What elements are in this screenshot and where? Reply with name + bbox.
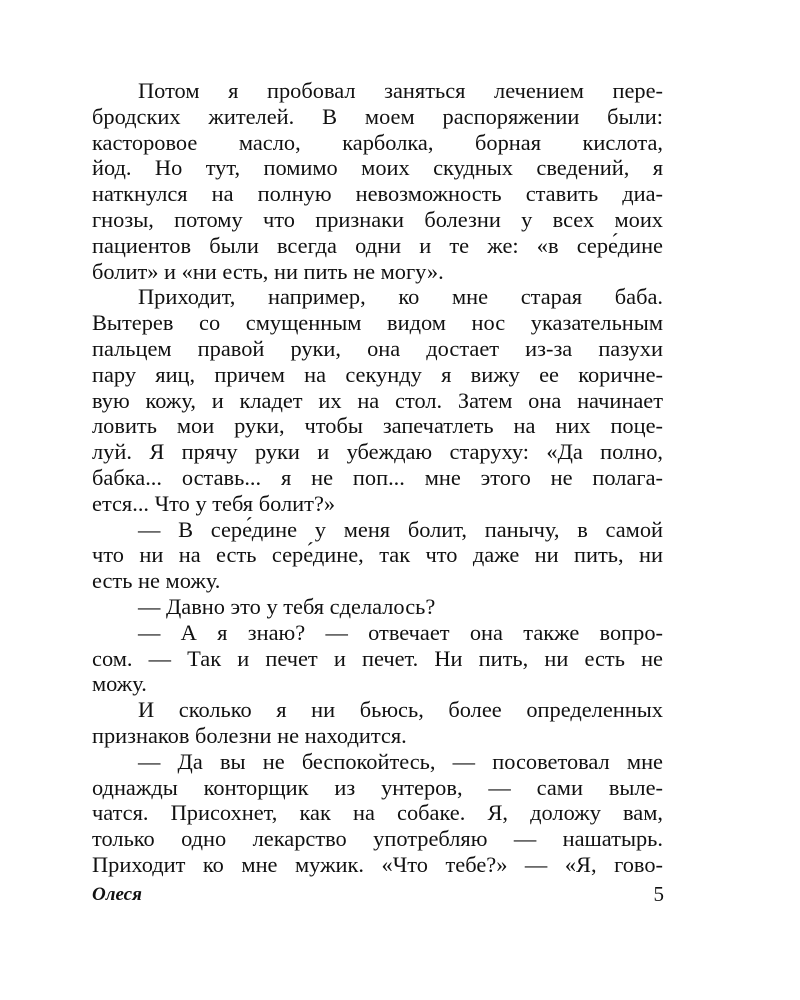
page-number: 5	[653, 882, 664, 906]
text-line: вую кожу, и кладет их на стол. Затем она начинает	[92, 387, 663, 413]
text-line: ловить мои руки, чтобы запечатлеть на них поце-	[92, 413, 663, 439]
text-line: пальцем правой руки, она достает из-за пазухи	[92, 335, 663, 361]
text-line: пару яиц, причем на секунду я вижу ее коричне-	[92, 361, 663, 387]
text-line: только одно лекарство употребляю — нашатырь.	[92, 826, 663, 852]
text-line: Приходит ко мне мужик. «Что тебе?» — «Я, гово-	[92, 851, 663, 877]
text-line: наткнулся на полную невозможность ставить диа-	[92, 181, 663, 207]
text-line: гнозы, потому что признаки болезни у всех моих	[92, 206, 663, 232]
text-line: — Давно это у тебя сделалось?	[138, 593, 436, 619]
text-line: — В сере́дине у меня болит, панычу, в самой	[138, 516, 663, 542]
text-line: однажды конторщик из унтеров, — сами выле-	[92, 774, 663, 800]
text-line: касторовое масло, карболка, борная кислота,	[92, 129, 663, 155]
text-line: Потом я пробовал заняться лечением пере-	[138, 78, 663, 103]
text-line: бабка... оставь... я не поп... мне этого не полага-	[92, 464, 663, 490]
text-line: йод. Но тут, помимо моих скудных сведений, я	[92, 155, 663, 181]
text-line: болит» и «ни есть, ни пить не могу».	[92, 258, 444, 284]
text-line: И сколько я ни бьюсь, более определенных	[138, 697, 663, 723]
text-line: луй. Я прячу руки и убеждаю старуху: «Да полно,	[92, 439, 663, 465]
body-text	[92, 78, 663, 878]
text-line: можу.	[92, 671, 147, 697]
text-line: признаков болезни не находится.	[92, 722, 407, 748]
running-footer-title: Олеся	[92, 884, 142, 905]
text-line: — Да вы не беспокойтесь, — посоветовал мне	[138, 748, 663, 774]
text-line: сом. — Так и печет и печет. Ни пить, ни есть не	[92, 645, 663, 671]
text-line: бродских жителей. В моем распоряжении были:	[92, 103, 663, 129]
text-line: есть не можу.	[92, 568, 221, 594]
text-line: ется... Что у тебя болит?»	[92, 490, 336, 516]
text-line: чатся. Присохнет, как на собаке. Я, доложу вам,	[92, 800, 663, 826]
text-line: — А я знаю? — отвечает она также вопро-	[138, 619, 663, 645]
text-line: Приходит, например, ко мне старая баба.	[138, 284, 663, 310]
text-line: Вытерев со смущенным видом нос указательным	[92, 310, 663, 336]
text-line: что ни на есть сере́дине, так что даже ни пить, ни	[92, 542, 663, 568]
text-line: пациентов были всегда одни и те же: «в сере́дине	[92, 232, 663, 258]
